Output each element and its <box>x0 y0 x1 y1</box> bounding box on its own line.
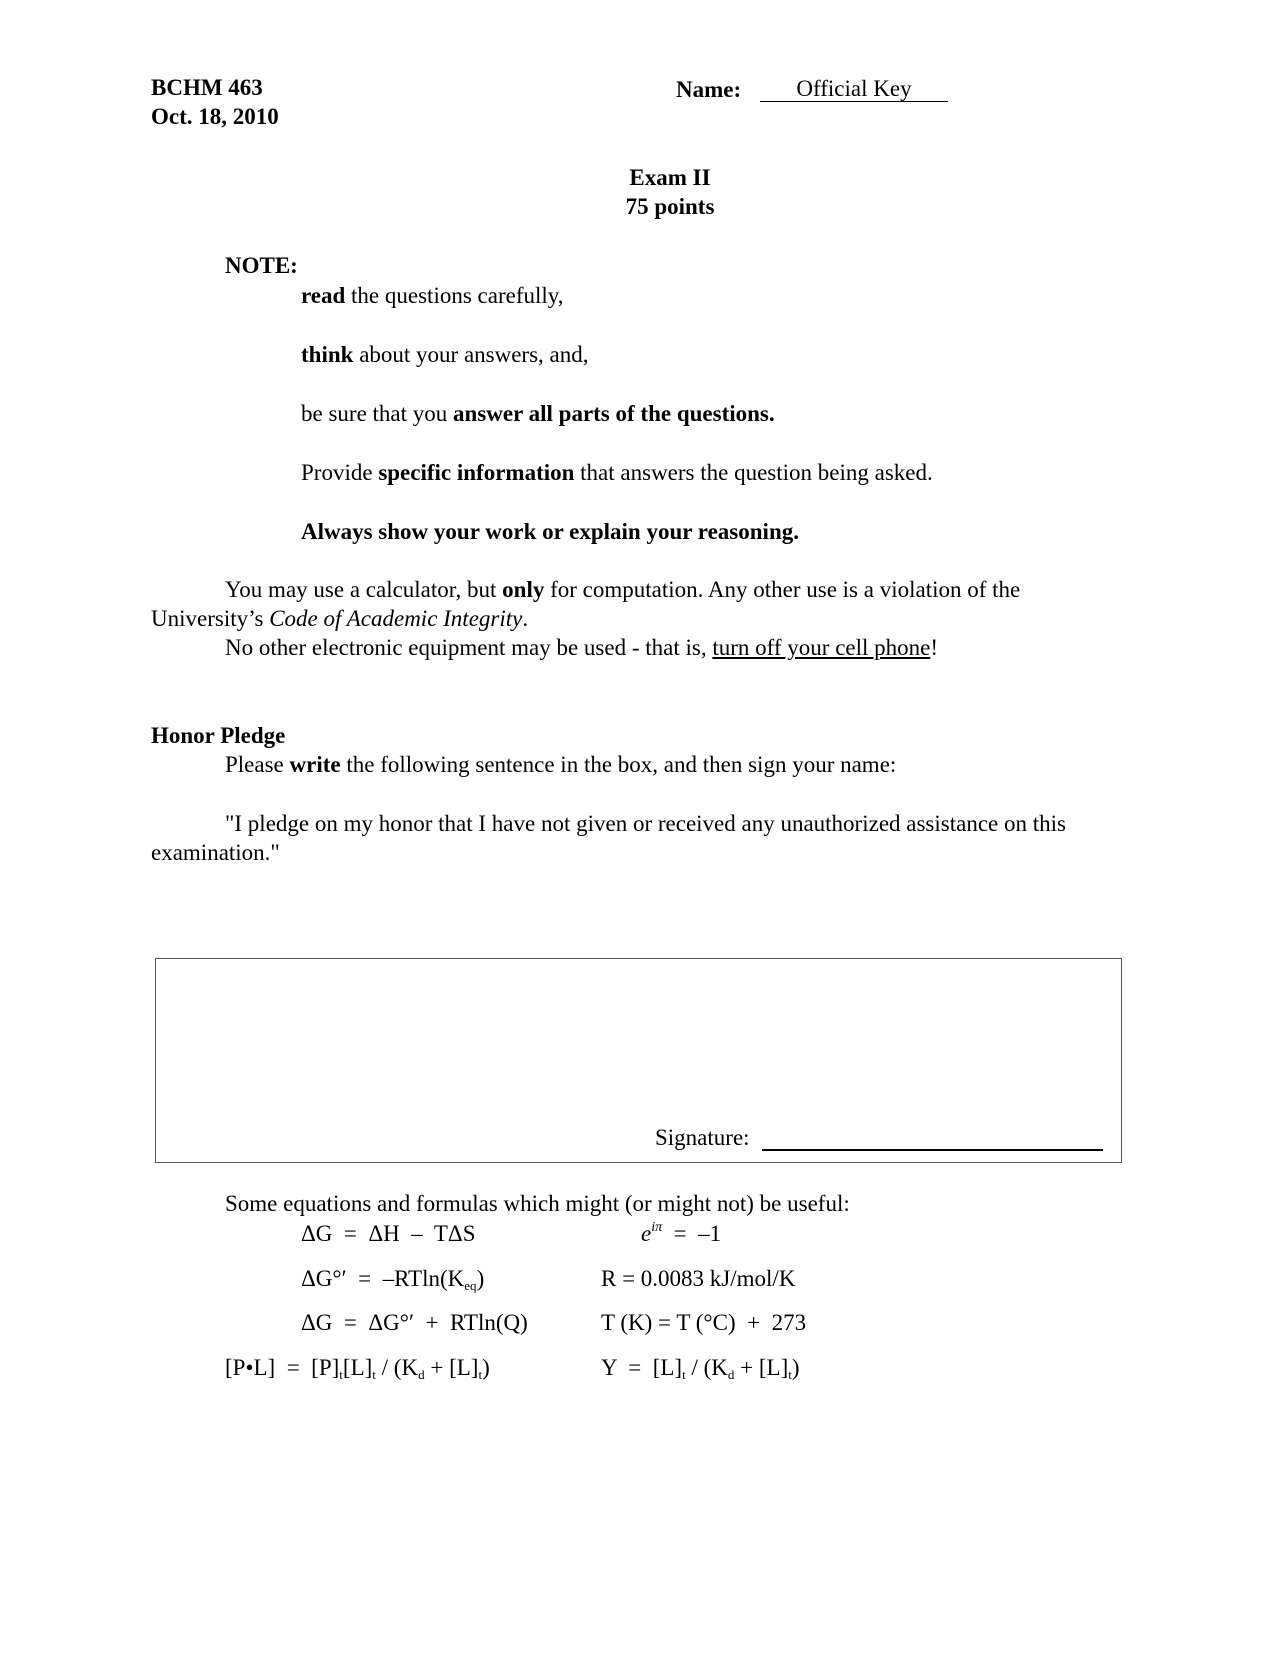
exam-points: 75 points <box>625 194 715 219</box>
equations-intro: Some equations and formulas which might (or might not) be useful: <box>225 1191 850 1216</box>
equation-temperature-conversion: T (K) = T (°C) + 273 <box>601 1310 807 1335</box>
name-field[interactable]: Official Key <box>760 76 948 102</box>
equation-euler: $e^{i\pi} = -1$ <box>641 1220 722 1246</box>
note-line-specific-info: Provide specific information that answers the question being asked. <box>301 460 933 485</box>
exam-title: Exam II <box>629 165 711 190</box>
equation-free-energy-q: ΔG = ΔG°′ + RTln(Q) <box>301 1310 528 1335</box>
pledge-sentence: "I pledge on my honor that I have not given or received any unauthorized assistance on this examination." <box>151 811 1066 865</box>
signature-label: Signature: <box>655 1125 750 1150</box>
equation-gas-constant: R = 0.0083 kJ/mol/K <box>601 1266 796 1291</box>
note-line-answer-all: be sure that you answer all parts of the questions. <box>301 401 775 426</box>
note-line-think: think about your answers, and, <box>301 342 589 367</box>
equation-fractional-saturation: $Y = [L]_t / (K_d + [L]_t)$ <box>601 1355 800 1382</box>
signature-line[interactable] <box>762 1149 1103 1151</box>
course-code: BCHM 463 <box>151 75 263 100</box>
note-label: NOTE: <box>225 253 298 278</box>
pledge-writing-box[interactable] <box>155 958 1122 1163</box>
equation-bound-complex: [P•L] = $[P]_t[L]_t / (K_d + [L]_t)$ <box>225 1355 490 1382</box>
phone-policy: No other electronic equipment may be used - that is, turn off your cell phone! <box>225 635 939 660</box>
calculator-policy: You may use a calculator, but only for computation. Any other use is a violation of the University’s Code of Academic Integrity. <box>151 577 1021 631</box>
name-label: Name: <box>676 77 742 102</box>
note-line-show-work: Always show your work or explain your reasoning. <box>301 519 799 544</box>
honor-pledge-title: Honor Pledge <box>151 723 286 748</box>
honor-pledge-instructions: Please write the following sentence in the box, and then sign your name: <box>225 752 897 777</box>
equation-standard-free-energy: $\Delta G^\circ' = -RTln(K_{eq})$ <box>301 1266 485 1293</box>
equation-gibbs: ΔG = ΔH – TΔS <box>301 1221 476 1246</box>
note-line-read: read the questions carefully, <box>301 283 564 308</box>
exam-date: Oct. 18, 2010 <box>151 104 279 129</box>
